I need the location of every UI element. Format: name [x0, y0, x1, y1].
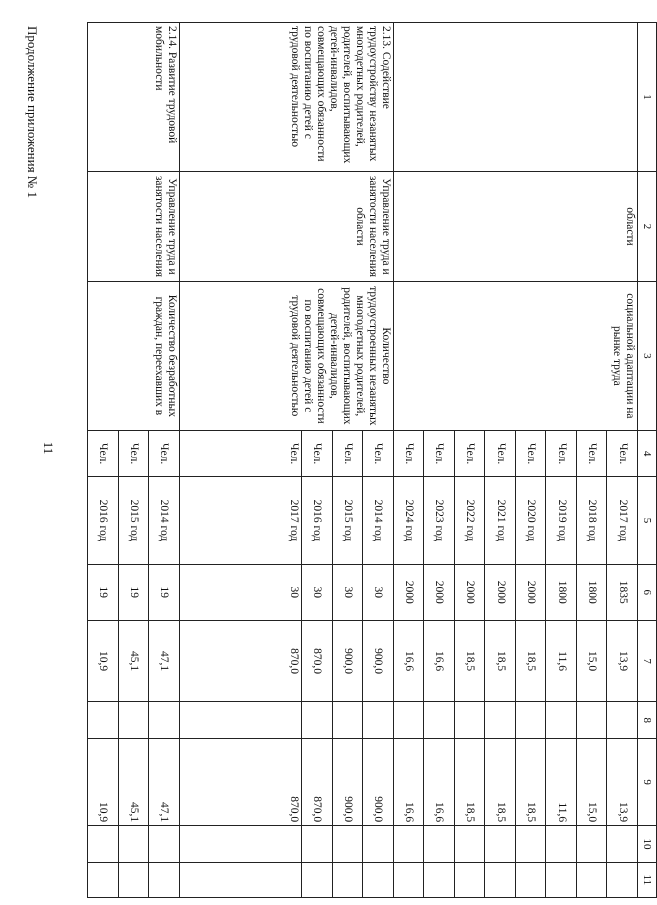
value-cell: 19: [88, 564, 119, 620]
value-cell: 16,6: [424, 620, 455, 702]
value-cell: 2000: [393, 564, 424, 620]
empty-cell: [393, 862, 424, 897]
value-cell: 18,5: [515, 738, 546, 825]
value-cell: 18,5: [485, 620, 516, 702]
header-cell: 5: [638, 477, 657, 564]
year-cell: 2017 год: [607, 477, 638, 564]
year-cell: 2015 год: [118, 477, 149, 564]
value-cell: 1835: [607, 564, 638, 620]
empty-cell: [546, 702, 577, 739]
header-cell: 9: [638, 738, 657, 825]
value-cell: 47,1: [149, 738, 180, 825]
value-cell: 19: [149, 564, 180, 620]
value-cell: 900,0: [332, 620, 363, 702]
empty-cell: [149, 702, 180, 739]
empty-cell: [485, 702, 516, 739]
header-row: [638, 23, 657, 898]
empty-cell: [179, 862, 301, 897]
value-cell: 30: [363, 564, 394, 620]
empty-cell: [363, 826, 394, 863]
year-cell: 2014 год: [363, 477, 394, 564]
value-cell: 870,0: [301, 738, 332, 825]
continuation-caption: Продолжение приложения № 1: [25, 26, 40, 198]
empty-cell: [118, 826, 149, 863]
unit-cell: Чел.: [179, 430, 301, 476]
year-cell: 2017 год: [179, 477, 301, 564]
table-row: [607, 23, 638, 898]
year-cell: 2024 год: [393, 477, 424, 564]
unit-cell: Чел.: [485, 430, 516, 476]
empty-cell: [149, 862, 180, 897]
year-cell: 2021 год: [485, 477, 516, 564]
empty-cell: [546, 826, 577, 863]
value-cell: 1800: [576, 564, 607, 620]
empty-cell: [301, 862, 332, 897]
value-cell: 870,0: [179, 620, 301, 702]
empty-cell: [424, 702, 455, 739]
empty-cell: [149, 826, 180, 863]
value-cell: 2000: [454, 564, 485, 620]
empty-cell: [454, 826, 485, 863]
value-cell: 30: [179, 564, 301, 620]
unit-cell: Чел.: [149, 430, 180, 476]
empty-cell: [454, 702, 485, 739]
value-cell: 13,9: [607, 620, 638, 702]
empty-cell: [454, 862, 485, 897]
empty-cell: [88, 826, 119, 863]
empty-cell: [118, 702, 149, 739]
empty-cell: [485, 862, 516, 897]
year-cell: 2019 год: [546, 477, 577, 564]
header-cell: 4: [638, 430, 657, 476]
year-cell: 2022 год: [454, 477, 485, 564]
block2-responsible: Управление труда и занятости населения области: [179, 172, 393, 282]
block1-responsible: области: [393, 172, 637, 282]
block2-indicator: Количество трудоустроенных незанятых многодетных родителей, родителей, воспитывающих детей-инвалидов, совмещающих обязанности по воспитанию детей с трудовой деятельностью: [179, 281, 393, 430]
empty-cell: [576, 826, 607, 863]
year-cell: 2014 год: [149, 477, 180, 564]
unit-cell: Чел.: [607, 430, 638, 476]
empty-cell: [576, 862, 607, 897]
value-cell: 13,9: [607, 738, 638, 825]
unit-cell: Чел.: [393, 430, 424, 476]
empty-cell: [88, 862, 119, 897]
header-cell: 7: [638, 620, 657, 702]
value-cell: 30: [332, 564, 363, 620]
value-cell: 15,0: [576, 738, 607, 825]
header-cell: 3: [638, 281, 657, 430]
block2-measure: 2.13. Содействие трудоустройству незанятых многодетных родителей, родителей, воспитывающих детей-инвалидов, совмещающих обязанности по воспитанию детей с трудовой деятельностью: [179, 23, 393, 172]
block3-responsible: Управление труда и занятости населения: [88, 172, 180, 282]
empty-cell: [393, 702, 424, 739]
value-cell: 18,5: [485, 738, 516, 825]
value-cell: 2000: [515, 564, 546, 620]
value-cell: 16,6: [424, 738, 455, 825]
value-cell: 2000: [485, 564, 516, 620]
empty-cell: [515, 862, 546, 897]
block3-indicator: Количество безработных граждан, переехавших в: [88, 281, 180, 430]
page-number: 11: [41, 441, 56, 455]
empty-cell: [546, 862, 577, 897]
year-cell: 2016 год: [301, 477, 332, 564]
appendix-table: [87, 22, 657, 898]
empty-cell: [424, 862, 455, 897]
value-cell: 11,6: [546, 620, 577, 702]
empty-cell: [179, 702, 301, 739]
value-cell: 18,5: [454, 738, 485, 825]
empty-cell: [485, 826, 516, 863]
header-cell: 11: [638, 862, 657, 897]
empty-cell: [332, 702, 363, 739]
value-cell: 10,9: [88, 620, 119, 702]
value-cell: 870,0: [179, 738, 301, 825]
unit-cell: Чел.: [88, 430, 119, 476]
value-cell: 45,1: [118, 620, 149, 702]
value-cell: 1800: [546, 564, 577, 620]
empty-cell: [515, 702, 546, 739]
value-cell: 18,5: [515, 620, 546, 702]
value-cell: 870,0: [301, 620, 332, 702]
value-cell: 2000: [424, 564, 455, 620]
year-cell: 2015 год: [332, 477, 363, 564]
value-cell: 16,6: [393, 738, 424, 825]
empty-cell: [393, 826, 424, 863]
unit-cell: Чел.: [301, 430, 332, 476]
block1-col1: [393, 23, 637, 172]
empty-cell: [301, 702, 332, 739]
empty-cell: [607, 862, 638, 897]
unit-cell: Чел.: [576, 430, 607, 476]
table-row: [363, 23, 394, 898]
unit-cell: Чел.: [332, 430, 363, 476]
empty-cell: [607, 702, 638, 739]
empty-cell: [576, 702, 607, 739]
block1-indicator: социальной адаптации на рынке труда: [393, 281, 637, 430]
value-cell: 10,9: [88, 738, 119, 825]
empty-cell: [607, 826, 638, 863]
empty-cell: [88, 702, 119, 739]
empty-cell: [363, 702, 394, 739]
empty-cell: [515, 826, 546, 863]
year-cell: 2023 год: [424, 477, 455, 564]
empty-cell: [332, 862, 363, 897]
value-cell: 900,0: [363, 620, 394, 702]
value-cell: 15,0: [576, 620, 607, 702]
unit-cell: Чел.: [118, 430, 149, 476]
empty-cell: [424, 826, 455, 863]
table-container: [87, 22, 657, 898]
value-cell: 18,5: [454, 620, 485, 702]
value-cell: 47,1: [149, 620, 180, 702]
header-cell: 1: [638, 23, 657, 172]
value-cell: 30: [301, 564, 332, 620]
value-cell: 900,0: [332, 738, 363, 825]
value-cell: 45,1: [118, 738, 149, 825]
value-cell: 16,6: [393, 620, 424, 702]
year-cell: 2018 год: [576, 477, 607, 564]
empty-cell: [301, 826, 332, 863]
value-cell: 11,6: [546, 738, 577, 825]
unit-cell: Чел.: [515, 430, 546, 476]
header-cell: 8: [638, 702, 657, 739]
table-row: [149, 23, 180, 898]
empty-cell: [179, 826, 301, 863]
header-cell: 10: [638, 826, 657, 863]
value-cell: 900,0: [363, 738, 394, 825]
unit-cell: Чел.: [454, 430, 485, 476]
year-cell: 2020 год: [515, 477, 546, 564]
block3-measure: 2.14. Развитие трудовой мобильности: [88, 23, 180, 172]
empty-cell: [332, 826, 363, 863]
unit-cell: Чел.: [546, 430, 577, 476]
year-cell: 2016 год: [88, 477, 119, 564]
header-cell: 6: [638, 564, 657, 620]
value-cell: 19: [118, 564, 149, 620]
unit-cell: Чел.: [424, 430, 455, 476]
empty-cell: [118, 862, 149, 897]
header-cell: 2: [638, 172, 657, 282]
unit-cell: Чел.: [363, 430, 394, 476]
empty-cell: [363, 862, 394, 897]
